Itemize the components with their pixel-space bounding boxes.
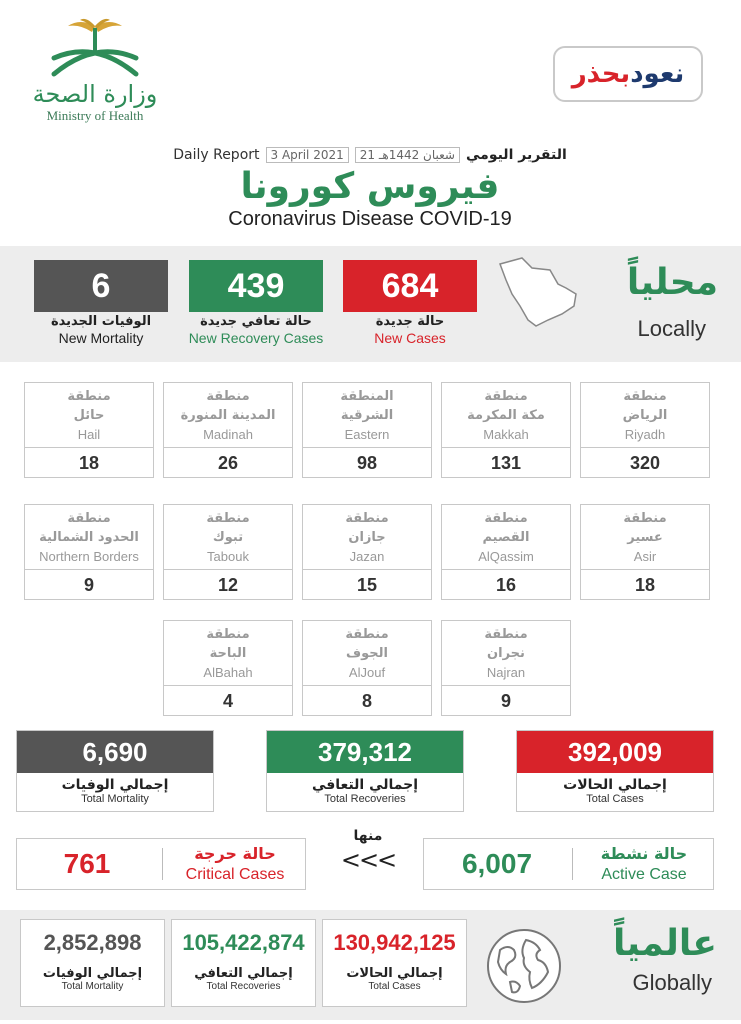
- region-name-en: Eastern: [344, 427, 390, 442]
- region-najran: [441, 620, 571, 716]
- region-name-ar: الحدود الشمالية: [39, 530, 139, 545]
- active-cases-label: [576, 843, 712, 885]
- region-name-ar: الباحة: [209, 646, 247, 661]
- title-ar: فيروس كورونا: [240, 166, 500, 207]
- locally-en: Locally: [637, 316, 706, 341]
- new-mortality-en: New Mortality: [58, 330, 144, 346]
- region-name-en: Madinah: [203, 427, 253, 442]
- divider: [162, 848, 163, 880]
- region-word: منطقة: [67, 389, 111, 404]
- region-value: 26: [164, 447, 292, 477]
- region-name-ar: جازان: [348, 530, 386, 545]
- region-name-en: Najran: [486, 665, 526, 680]
- region-word: منطقة: [206, 627, 250, 642]
- new-recovery-value: 439: [189, 260, 323, 312]
- region-tabouk: [163, 504, 293, 600]
- global-recoveries-en: Total Recoveries: [206, 981, 281, 992]
- global-cases-value: 130,942,125: [333, 930, 456, 955]
- region-name-en: AlBahah: [203, 665, 253, 680]
- total-cases-card: [516, 730, 714, 812]
- region-madinah: [163, 382, 293, 478]
- total-recoveries-en: Total Recoveries: [324, 793, 406, 805]
- region-albahah: [163, 620, 293, 716]
- locally-ar: محلياً: [626, 262, 718, 303]
- greg-date: 3 April 2021: [266, 147, 349, 163]
- active-cases-ar: حالة نشطة: [600, 844, 688, 863]
- region-value: 15: [303, 569, 431, 599]
- global-cases-en: Total Cases: [368, 981, 421, 992]
- total-cases-ar: إجمالي الحالات: [563, 777, 667, 793]
- total-mortality-ar: إجمالي الوفيات: [61, 777, 169, 793]
- region-hail: [24, 382, 154, 478]
- saudi-map-icon: [492, 254, 584, 334]
- region-alqassim: [441, 504, 571, 600]
- new-cases-value: 684: [343, 260, 477, 312]
- global-mortality-value: 2,852,898: [43, 930, 142, 955]
- new-cases-en: New Cases: [374, 330, 446, 346]
- region-word: منطقة: [206, 389, 250, 404]
- new-mortality-value: 6: [34, 260, 168, 312]
- critical-cases-value: 761: [63, 848, 111, 879]
- total-recoveries-ar: إجمالي التعافي: [311, 777, 419, 793]
- global-mortality-card: [20, 919, 165, 1007]
- region-value: 9: [442, 685, 570, 715]
- region-value: 16: [442, 569, 570, 599]
- global-cases-card: [322, 919, 467, 1007]
- region-asir: [580, 504, 710, 600]
- new-recovery-ar: حالة تعافي جديدة: [200, 314, 312, 329]
- new-cases-ar: حالة جديدة: [375, 314, 445, 329]
- region-word: المنطقة: [340, 389, 394, 404]
- ministry-logo: [20, 18, 170, 128]
- arrows-icon: <<<: [340, 846, 396, 874]
- region-value: 9: [25, 569, 153, 599]
- region-northern-borders: [24, 504, 154, 600]
- region-word: منطقة: [206, 511, 250, 526]
- region-name-en: Jazan: [349, 549, 385, 564]
- region-name-ar: القصيم: [482, 530, 530, 545]
- region-riyadh: [580, 382, 710, 478]
- region-value: 12: [164, 569, 292, 599]
- campaign-word-2: بحذر: [571, 59, 631, 89]
- region-word: منطقة: [623, 389, 667, 404]
- total-recoveries-card: [266, 730, 464, 812]
- region-word: منطقة: [484, 389, 528, 404]
- region-name-en: AlQassim: [478, 549, 534, 564]
- region-aljouf: [302, 620, 432, 716]
- region-word: منطقة: [67, 511, 111, 526]
- total-mortality-value: 6,690: [17, 731, 213, 773]
- region-name-en: AlJouf: [348, 665, 386, 680]
- region-name-ar: حائل: [73, 408, 105, 423]
- active-cases-card: [423, 838, 714, 890]
- region-name-en: Makkah: [483, 427, 529, 442]
- critical-cases-label: [167, 843, 303, 885]
- divider: [572, 848, 573, 880]
- total-recoveries-value: 379,312: [267, 731, 463, 773]
- globally-ar: عالمياً: [613, 923, 717, 964]
- title-en: Coronavirus Disease COVID-19: [228, 208, 512, 230]
- region-name-ar: عسير: [627, 530, 663, 545]
- total-mortality-card: [16, 730, 214, 812]
- region-value: 320: [581, 447, 709, 477]
- region-name-en: Hail: [77, 427, 101, 442]
- region-name-ar: المدينة المنورة: [180, 408, 276, 423]
- region-name-en: Riyadh: [624, 427, 666, 442]
- hijri-date: 21 شعبان 1442هـ: [355, 147, 460, 163]
- region-name-ar: الشرقية: [340, 408, 394, 423]
- region-name-ar: تبوك: [212, 530, 244, 545]
- region-eastern: [302, 382, 432, 478]
- report-en: Daily Report: [173, 147, 260, 163]
- region-value: 131: [442, 447, 570, 477]
- critical-cases-en: Critical Cases: [185, 866, 285, 883]
- region-makkah: [441, 382, 571, 478]
- region-name-ar: الرياض: [622, 408, 668, 423]
- region-word: منطقة: [345, 511, 389, 526]
- region-name-ar: الجوف: [346, 646, 388, 661]
- report-date-line: [150, 145, 590, 165]
- campaign-logo: [553, 46, 703, 102]
- new-mortality-ar: الوفيات الجديدة: [50, 314, 152, 329]
- global-cases-ar: إجمالي الحالات: [346, 966, 443, 981]
- global-recoveries-value: 105,422,874: [182, 930, 305, 955]
- region-name-ar: نجران: [487, 646, 525, 661]
- total-cases-en: Total Cases: [586, 793, 644, 805]
- global-mortality-en: Total Mortality: [61, 981, 124, 992]
- critical-cases-card: [16, 838, 306, 890]
- region-value: 18: [25, 447, 153, 477]
- total-cases-value: 392,009: [517, 731, 713, 773]
- region-name-ar: مكة المكرمة: [467, 408, 545, 423]
- of-which-label: منها: [353, 828, 383, 844]
- active-cases-value: 6,007: [461, 848, 533, 879]
- critical-cases-ar: حالة حرجة: [194, 844, 276, 863]
- region-jazan: [302, 504, 432, 600]
- region-name-en: Asir: [633, 549, 657, 564]
- region-value: 8: [303, 685, 431, 715]
- region-word: منطقة: [345, 627, 389, 642]
- active-cases-en: Active Case: [601, 866, 687, 883]
- new-cases-label: [330, 314, 490, 346]
- new-recovery-label: [176, 314, 336, 346]
- ministry-name-ar: وزارة الصحة: [32, 80, 158, 108]
- new-mortality-label: [21, 314, 181, 346]
- campaign-word-1: نعود: [630, 59, 685, 89]
- region-name-en: Northern Borders: [39, 549, 139, 564]
- total-mortality-en: Total Mortality: [81, 793, 149, 805]
- global-recoveries-card: [171, 919, 316, 1007]
- region-word: منطقة: [484, 511, 528, 526]
- region-name-en: Tabouk: [207, 549, 249, 564]
- globally-en: Globally: [632, 970, 712, 995]
- global-recoveries-ar: إجمالي التعافي: [194, 966, 293, 981]
- region-value: 18: [581, 569, 709, 599]
- region-value: 4: [164, 685, 292, 715]
- new-recovery-en: New Recovery Cases: [188, 330, 324, 346]
- region-word: منطقة: [484, 627, 528, 642]
- globe-icon: [484, 926, 564, 1006]
- report-ar: التقرير اليومي: [465, 147, 567, 163]
- region-word: منطقة: [623, 511, 667, 526]
- region-value: 98: [303, 447, 431, 477]
- palm-swords-emblem-icon: [40, 18, 150, 80]
- global-mortality-ar: إجمالي الوفيات: [42, 966, 143, 981]
- ministry-name-en: Ministry of Health: [46, 108, 144, 123]
